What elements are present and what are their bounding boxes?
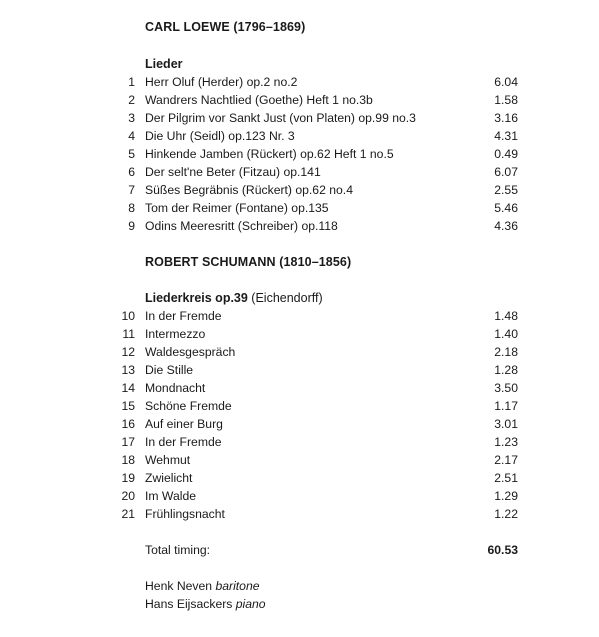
track-row [0,327,599,345]
composer-heading: CARL LOEWE (1796–1869) [145,20,306,34]
track-number: 5 [128,147,135,161]
track-number: 21 [121,507,135,521]
total-value: 60.53 [487,543,518,557]
track-row [0,489,599,507]
track-duration: 1.29 [494,489,518,503]
track-row [0,417,599,435]
track-duration: 6.07 [494,165,518,179]
track-number: 16 [121,417,135,431]
track-row [0,309,599,327]
work-title [145,57,183,71]
track-title: Wehmut [145,453,191,467]
track-title: Der Pilgrim vor Sankt Just (von Platen) op.99 no.3 [145,111,416,125]
track-title: Schöne Fremde [145,399,232,413]
performer-name: Hans Eijsackers [145,597,236,611]
track-title: Mondnacht [145,381,206,395]
track-title: Zwielicht [145,471,193,485]
track-title: Tom der Reimer (Fontane) op.135 [145,201,329,215]
track-title: Waldesgespräch [145,345,236,359]
track-row [0,75,599,93]
track-number: 13 [121,363,135,377]
track-duration: 1.48 [494,309,518,323]
track-title: Odins Meeresritt (Schreiber) op.118 [145,219,338,233]
track-number: 3 [128,111,135,125]
track-duration: 3.16 [494,111,518,125]
track-title: Herr Oluf (Herder) op.2 no.2 [145,75,298,89]
track-number: 6 [128,165,135,179]
track-duration: 1.22 [494,507,518,521]
track-row [0,399,599,417]
track-title: Die Stille [145,363,194,377]
track-row [0,453,599,471]
track-row [0,129,599,147]
work-title-extra: (Eichendorff) [247,291,323,305]
track-number: 11 [122,327,135,341]
track-duration: 3.50 [494,381,518,395]
track-row [0,507,599,525]
track-title: Der selt'ne Beter (Fitzau) op.141 [145,165,321,179]
track-number: 8 [128,201,135,215]
track-row [0,381,599,399]
track-title: Hinkende Jamben (Rückert) op.62 Heft 1 no.5 [145,147,394,161]
track-row [0,147,599,165]
track-number: 4 [128,129,135,143]
track-duration: 2.17 [494,453,518,467]
track-number: 18 [121,453,135,467]
track-row [0,93,599,111]
track-duration: 1.28 [494,363,518,377]
work-title-text: Liederkreis op.39 [145,291,248,305]
track-number: 17 [121,435,135,449]
track-title: In der Fremde [145,309,222,323]
track-number: 20 [121,489,135,503]
work-title [145,291,323,305]
performer-role: piano [235,597,266,611]
track-row [0,471,599,489]
track-duration: 2.55 [494,183,518,197]
track-duration: 1.40 [494,327,518,341]
track-number: 15 [121,399,135,413]
total-label: Total timing: [145,543,211,557]
track-row [0,165,599,183]
track-number: 9 [128,219,135,233]
performer-role: baritone [215,579,260,593]
performer-credit [145,579,260,593]
track-title: Die Uhr (Seidl) op.123 Nr. 3 [145,129,295,143]
performer-name: Henk Neven [145,579,216,593]
track-duration: 4.31 [494,129,518,143]
track-row [0,111,599,129]
track-title: Frühlingsnacht [145,507,225,521]
performer-credit [145,597,266,611]
track-duration: 5.46 [494,201,518,215]
track-duration: 2.18 [494,345,518,359]
track-number: 2 [128,93,135,107]
track-duration: 1.58 [494,93,518,107]
track-title: Wandrers Nachtlied (Goethe) Heft 1 no.3b [145,93,373,107]
track-duration: 2.51 [494,471,518,485]
track-title: Auf einer Burg [145,417,223,431]
track-number: 14 [121,381,135,395]
track-duration: 1.23 [494,435,518,449]
track-number: 10 [121,309,135,323]
track-title: Im Walde [145,489,197,503]
composer-heading: ROBERT SCHUMANN (1810–1856) [145,255,352,269]
track-title: Intermezzo [145,327,206,341]
track-row [0,363,599,381]
track-row [0,435,599,453]
track-duration: 3.01 [494,417,518,431]
track-title: Süßes Begräbnis (Rückert) op.62 no.4 [145,183,353,197]
track-duration: 0.49 [494,147,518,161]
track-row [0,201,599,219]
track-row [0,345,599,363]
track-row [0,183,599,201]
track-duration: 6.04 [494,75,518,89]
track-number: 12 [121,345,135,359]
track-number: 1 [128,75,135,89]
track-duration: 4.36 [494,219,518,233]
track-number: 7 [128,183,135,197]
track-title: In der Fremde [145,435,222,449]
track-row [0,219,599,237]
track-number: 19 [121,471,135,485]
work-title-text: Lieder [145,57,183,71]
track-duration: 1.17 [494,399,518,413]
